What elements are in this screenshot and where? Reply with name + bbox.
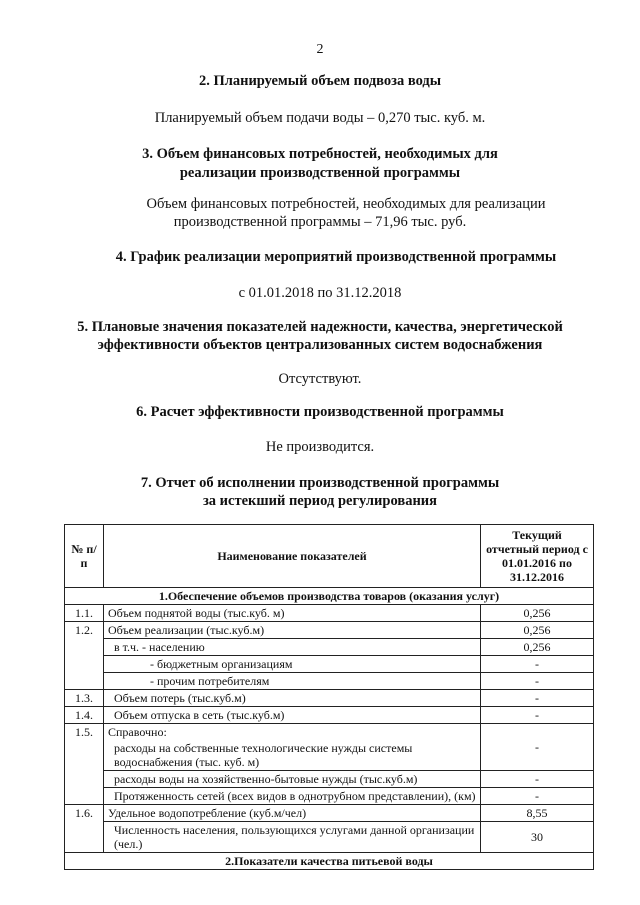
row-name: расходы на собственные технологические нужды системы водоснабжения (тыс. куб. м) xyxy=(104,740,481,771)
row-name: Объем реализации (тыс.куб.м) xyxy=(104,622,481,639)
row-number: 1.5. xyxy=(65,724,104,741)
table-row xyxy=(65,690,594,707)
row-name: Протяженность сетей (всех видов в однотрубном представлении), (км) xyxy=(104,788,481,805)
table-row xyxy=(65,622,594,639)
table-row xyxy=(65,605,594,622)
row-number: 1.3. xyxy=(65,690,104,707)
header-indicator-name: Наименование показателей xyxy=(104,525,481,588)
table-header-row xyxy=(65,525,594,588)
section-3-title-line2: реализации производственной программы xyxy=(179,165,461,181)
section-2-heading: 2.Показатели качества питьевой воды xyxy=(65,853,594,870)
section-3-text-line2: производственной программы – 71,96 тыс. руб. xyxy=(173,214,467,230)
row-name: Справочно: xyxy=(104,724,481,741)
table-section-row xyxy=(65,588,594,605)
section-7-title-line1: 7. Отчет об исполнении производственной программы xyxy=(140,475,500,491)
section-6-title: 6. Расчет эффективности производственной программы xyxy=(136,404,504,420)
section-5-title-line2: эффективности объектов централизованных систем водоснабжения xyxy=(97,337,543,353)
table-row xyxy=(65,788,594,805)
section-2-text: Планируемый объем подачи воды – 0,270 тыс. куб. м. xyxy=(154,110,486,126)
section-3-title-line1: 3. Объем финансовых потребностей, необходимых для xyxy=(142,146,498,162)
row-number: 1.2. xyxy=(65,622,104,639)
row-number: 1.1. xyxy=(65,605,104,622)
row-name: Объем потерь (тыс.куб.м) xyxy=(104,690,481,707)
row-name: в т.ч. - населению xyxy=(104,639,481,656)
row-number: 1.4. xyxy=(65,707,104,724)
section-6-text: Не производится. xyxy=(265,439,375,455)
row-name: Объем поднятой воды (тыс.куб. м) xyxy=(104,605,481,622)
row-name: - бюджетным организациям xyxy=(104,656,481,673)
page-number: 2 xyxy=(316,42,324,57)
header-number: № п/п xyxy=(65,525,104,588)
section-5-title-line1: 5. Плановые значения показателей надежности, качества, энергетической xyxy=(77,319,563,335)
row-value: 0,256 xyxy=(481,622,594,639)
row-number xyxy=(65,822,104,853)
row-number xyxy=(65,740,104,771)
header-period-value: Текущий отчетный период с 01.01.2016 по 31.12.2016 xyxy=(481,525,594,588)
row-number xyxy=(65,771,104,788)
section-1-heading: 1.Обеспечение объемов производства товаров (оказания услуг) xyxy=(65,588,594,605)
row-number: 1.6. xyxy=(65,805,104,822)
section-2-title: 2. Планируемый объем подвоза воды xyxy=(198,73,442,89)
table-row xyxy=(65,639,594,656)
row-number xyxy=(65,639,104,656)
row-value: - xyxy=(481,690,594,707)
table-row xyxy=(65,724,594,741)
row-value: 0,256 xyxy=(481,639,594,656)
row-number xyxy=(65,673,104,690)
row-value: - xyxy=(481,771,594,788)
section-5-text: Отсутствуют. xyxy=(278,371,362,387)
row-value: - xyxy=(481,673,594,690)
row-name: Объем отпуска в сеть (тыс.куб.м) xyxy=(104,707,481,724)
row-name: Численность населения, пользующихся услугами данной организации (чел.) xyxy=(104,822,481,853)
row-name: расходы воды на хозяйственно-бытовые нужды (тыс.куб.м) xyxy=(104,771,481,788)
section-4-text: с 01.01.2018 по 31.12.2018 xyxy=(238,285,402,301)
row-number xyxy=(65,788,104,805)
table-row xyxy=(65,707,594,724)
table-section-row xyxy=(65,853,594,870)
row-value: 30 xyxy=(481,822,594,853)
table-row xyxy=(65,822,594,853)
report-table xyxy=(64,524,594,870)
section-7-title-line2: за истекший период регулирования xyxy=(202,493,438,509)
row-value: - xyxy=(481,724,594,771)
section-3-text-line1: Объем финансовых потребностей, необходимых для реализации xyxy=(146,196,546,212)
row-value: 8,55 xyxy=(481,805,594,822)
row-name: Удельное водопотребление (куб.м/чел) xyxy=(104,805,481,822)
section-4-title: 4. График реализации мероприятий производственной программы xyxy=(115,249,557,265)
row-value: 0,256 xyxy=(481,605,594,622)
table-row xyxy=(65,656,594,673)
row-value: - xyxy=(481,656,594,673)
table-row xyxy=(65,771,594,788)
row-name: - прочим потребителям xyxy=(104,673,481,690)
row-value: - xyxy=(481,707,594,724)
row-number xyxy=(65,656,104,673)
table-row xyxy=(65,805,594,822)
table-row xyxy=(65,673,594,690)
row-value: - xyxy=(481,788,594,805)
